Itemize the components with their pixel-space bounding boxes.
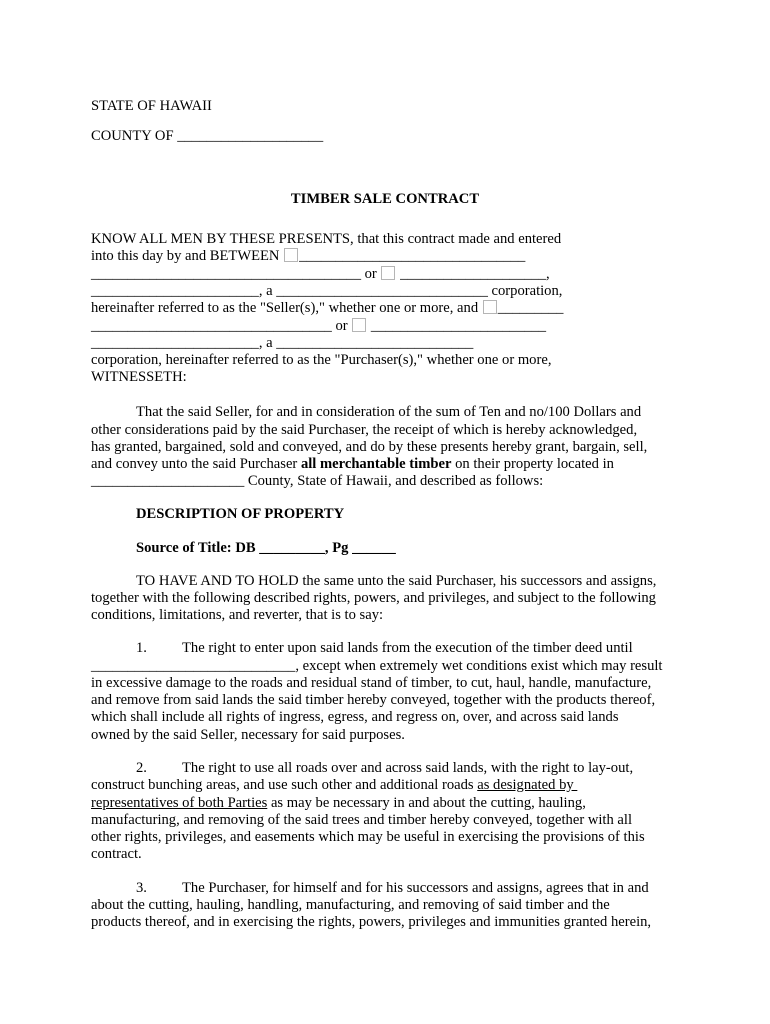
item1-line-2: ____________________________, except when extremely wet conditions exist which may result: [91, 658, 663, 674]
para1-line-1: That the said Seller, for and in consideration of the sum of Ten and no/100 Dollars and: [136, 404, 642, 420]
item2-line-4: manufacturing, and removing of the said trees and timber hereby conveyed, together with all: [91, 812, 633, 828]
checkbox-purchaser-1[interactable]: [483, 300, 497, 314]
state-heading: STATE OF HAWAII: [91, 98, 212, 114]
para1-line-5: _____________________ County, State of Hawaii, and described as follows:: [91, 473, 544, 489]
item1-number: 1.: [136, 640, 147, 656]
intro-line-2: into this day by and BETWEEN _______________________________: [91, 248, 526, 264]
habendum-line-3: conditions, limitations, and reverter, that is to say:: [91, 607, 384, 623]
item2-line-6: contract.: [91, 846, 142, 862]
item2-line-5: other rights, privileges, and easements which may be useful in exercising the provisions of this: [91, 829, 645, 845]
intro-line-9: WITNESSETH:: [91, 369, 187, 385]
habendum-line-2: together with the following described rights, powers, and privileges, and subject to the following: [91, 590, 656, 606]
intro-line-1: KNOW ALL MEN BY THESE PRESENTS, that this contract made and entered: [91, 231, 562, 247]
item1-line-4: and remove from said lands the said timber hereby conveyed, together with the products thereof,: [91, 692, 656, 708]
para1-line-4: and convey unto the said Purchaser all merchantable timber on their property located in: [91, 456, 614, 472]
para1-line-3: has granted, bargained, sold and conveyed, and do by these presents hereby grant, bargain, sell,: [91, 439, 648, 455]
item3-line-1: The Purchaser, for himself and for his successors and assigns, agrees that in and: [182, 880, 649, 896]
checkbox-seller-1[interactable]: [284, 248, 298, 262]
item1-line-6: owned by the said Seller, necessary for said purposes.: [91, 727, 405, 743]
item3-number: 3.: [136, 880, 147, 896]
item3-line-2: about the cutting, hauling, handling, manufacturing, and removing of said timber and the: [91, 897, 610, 913]
county-heading: COUNTY OF ____________________: [91, 128, 324, 144]
description-heading: DESCRIPTION OF PROPERTY: [136, 506, 345, 522]
item2-line-2: construct bunching areas, and use such other and additional roads as designated by: [91, 777, 578, 793]
item2-line-1: The right to use all roads over and across said lands, with the right to lay-out,: [182, 760, 634, 776]
intro-line-3: _____________________________________ or ____________________,: [91, 266, 550, 282]
intro-line-7: _______________________, a ___________________________: [91, 335, 474, 351]
checkbox-purchaser-2[interactable]: [352, 318, 366, 332]
habendum-line-1: TO HAVE AND TO HOLD the same unto the said Purchaser, his successors and assigns,: [136, 573, 657, 589]
item2-line-3: representatives of both Parties as may be necessary in and about the cutting, hauling,: [91, 795, 586, 811]
intro-line-4: _______________________, a _____________________________ corporation,: [91, 283, 563, 299]
item1-line-5: which shall include all rights of ingress, egress, and regress on, over, and across said lands: [91, 709, 619, 725]
item2-number: 2.: [136, 760, 147, 776]
item3-line-3: products thereof, and in exercising the rights, powers, privileges and immunities granted herein,: [91, 914, 652, 930]
para1-line-2: other considerations paid by the said Purchaser, the receipt of which is hereby acknowledged,: [91, 422, 638, 438]
intro-line-6: _________________________________ or ________________________: [91, 318, 547, 334]
intro-line-8: corporation, hereinafter referred to as the "Purchaser(s)," whether one or more,: [91, 352, 552, 368]
checkbox-seller-2[interactable]: [381, 266, 395, 280]
document-title: TIMBER SALE CONTRACT: [290, 191, 480, 207]
source-of-title: Source of Title: DB _________, Pg ______: [136, 540, 396, 556]
item1-line-3: in excessive damage to the roads and residual stand of timber, to cut, haul, handle, manufacture,: [91, 675, 652, 691]
item1-line-1: The right to enter upon said lands from the execution of the timber deed until: [182, 640, 633, 656]
intro-line-5: hereinafter referred to as the "Seller(s)," whether one or more, and _________: [91, 300, 564, 316]
